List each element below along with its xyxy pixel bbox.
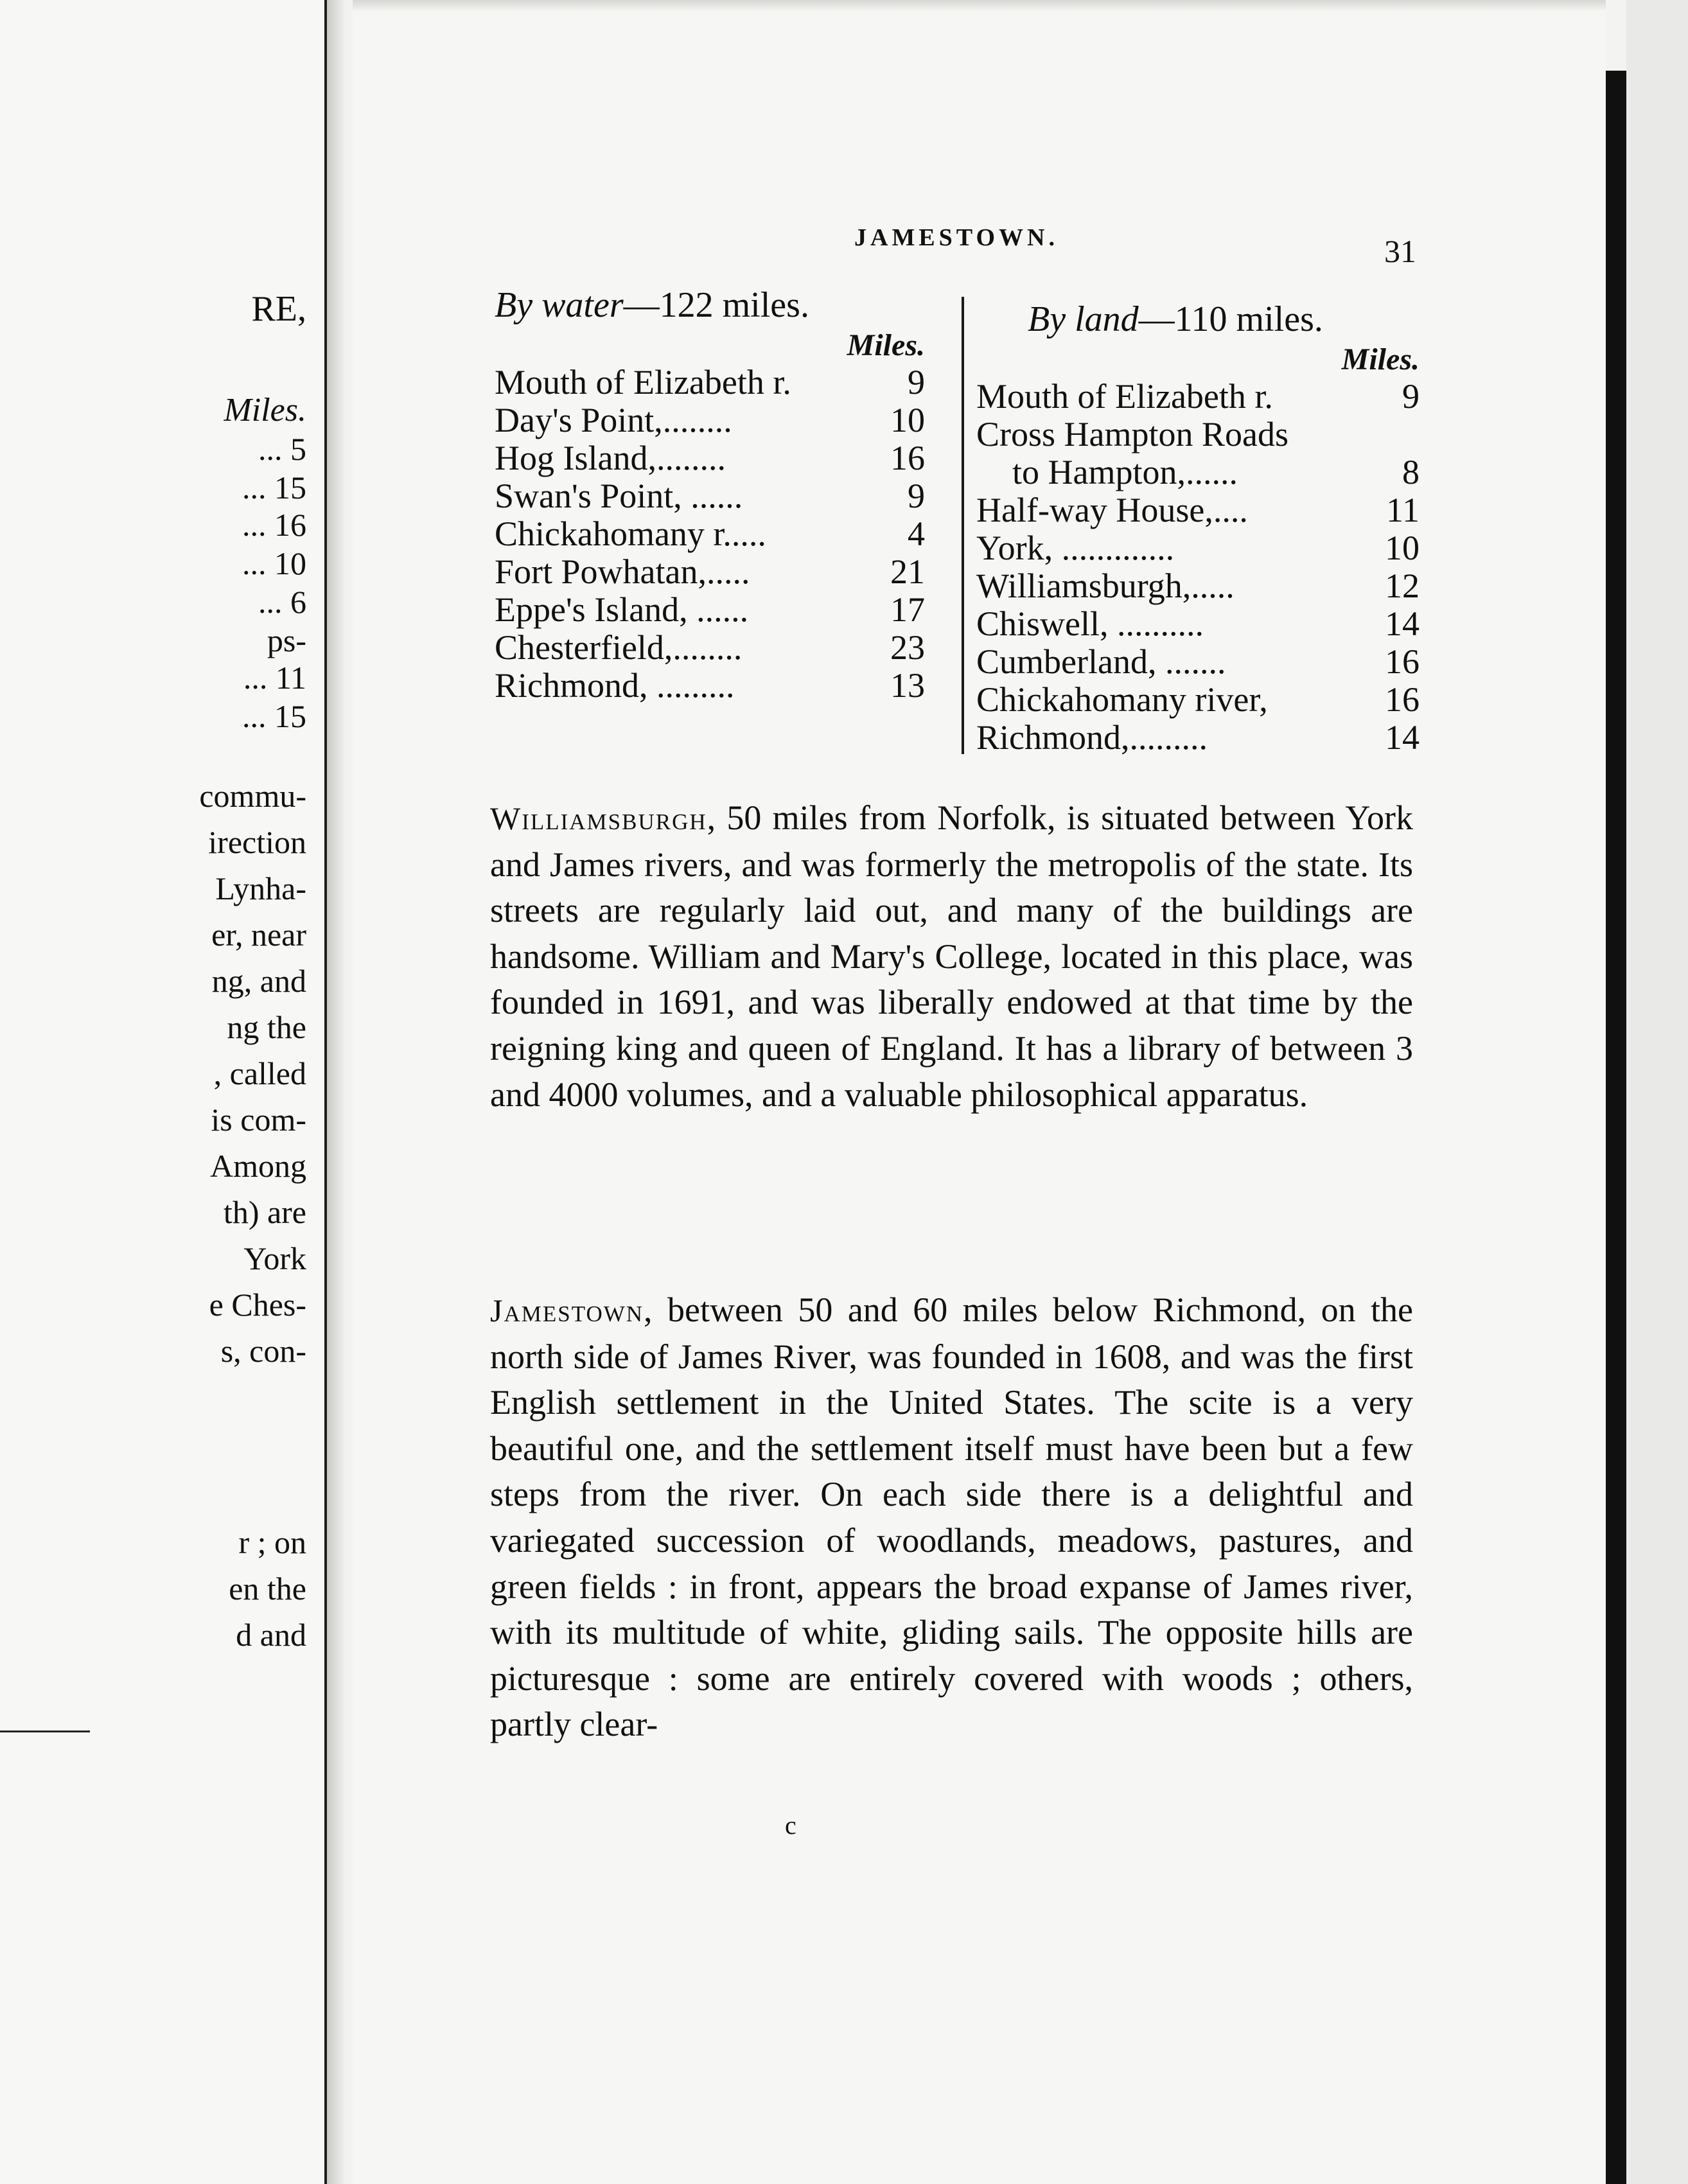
route-distance: 21 xyxy=(890,552,925,591)
left-page-line: en the xyxy=(229,1571,306,1607)
left-page-line: ng the xyxy=(227,1009,306,1045)
land-route-title xyxy=(976,297,1420,342)
land-route-row xyxy=(976,491,1420,529)
route-place: York, ............. xyxy=(976,529,1175,567)
jamestown-text: , between 50 and 60 miles below Richmond, on the north side of James River, was founded in 1608, and was the first English settlement in the United States. The scite is a very beautiful one, and the settlement itself must have been but a few steps from the river. On each side there is a delightful and variegated succession of woodlands, meadows, pastures, and green fields : in front, appears the broad expanse of James river, with its multitude of white, gliding sails. The opposite hills are picturesque : some are entirely covered with woods ; others, partly clear- xyxy=(490,1290,1413,1744)
route-distance: 11 xyxy=(1386,491,1420,529)
land-route-title-italic: By land xyxy=(1028,299,1139,339)
route-distance: 9 xyxy=(1402,377,1420,416)
route-distance: 10 xyxy=(1385,529,1420,567)
route-place: Williamsburgh,..... xyxy=(976,567,1235,605)
left-page-line: commu- xyxy=(199,778,306,814)
water-route-row xyxy=(495,667,925,705)
left-page-line: ... 16 xyxy=(242,507,306,543)
scan-background xyxy=(1626,0,1688,2184)
page-number: 31 xyxy=(1384,233,1416,269)
route-distance: 9 xyxy=(908,363,925,401)
left-page-line: Lynha- xyxy=(215,870,306,906)
left-page-line: ng, and xyxy=(211,963,306,999)
williamsburgh-lead: Williamsburgh xyxy=(490,800,707,836)
left-page-line: r ; on xyxy=(238,1524,306,1560)
left-page-line: is com- xyxy=(211,1102,306,1138)
route-place: Half-way House,.... xyxy=(976,491,1248,529)
book-gutter xyxy=(327,0,353,2184)
water-route-table xyxy=(495,283,925,705)
route-distance: 10 xyxy=(890,401,925,439)
land-route-row xyxy=(976,567,1420,605)
route-place: Fort Powhatan,..... xyxy=(495,552,750,591)
route-place: Chiswell, .......... xyxy=(976,604,1204,643)
left-page-line: Among xyxy=(210,1148,306,1184)
left-page-line: York xyxy=(243,1240,306,1276)
route-distance: 12 xyxy=(1385,567,1420,605)
land-route-row xyxy=(976,643,1420,681)
page-top-edge xyxy=(353,0,1606,12)
route-distance: 14 xyxy=(1385,604,1420,643)
left-page-line: ... 10 xyxy=(242,545,306,581)
water-route-row xyxy=(495,515,925,553)
route-distance: 9 xyxy=(908,477,925,515)
land-route-row xyxy=(976,416,1420,454)
left-page-line: s, con- xyxy=(220,1333,306,1369)
water-route-row xyxy=(495,477,925,515)
left-page-line: ... 11 xyxy=(243,660,306,696)
route-place: Mouth of Elizabeth r. xyxy=(495,363,791,401)
route-distance: 16 xyxy=(1385,680,1420,719)
left-page-line: RE, xyxy=(251,289,306,329)
route-place: Chesterfield,........ xyxy=(495,628,743,667)
land-route-row xyxy=(976,529,1420,567)
left-page-line: e Ches- xyxy=(209,1287,306,1323)
route-place: Cross Hampton Roads xyxy=(976,415,1288,454)
water-route-rows xyxy=(495,364,925,705)
left-page-line: d and xyxy=(236,1617,306,1653)
route-distance: 14 xyxy=(1385,718,1420,757)
land-route-title-rest: —110 miles. xyxy=(1138,299,1323,339)
route-place: Richmond,......... xyxy=(976,718,1208,757)
water-route-row xyxy=(495,553,925,591)
water-miles-header: Miles. xyxy=(847,328,925,362)
left-page-line: Miles. xyxy=(224,392,306,428)
route-distance: 16 xyxy=(890,439,925,477)
route-distance: 16 xyxy=(1385,642,1420,681)
route-place: Cumberland, ....... xyxy=(976,642,1226,681)
water-route-row xyxy=(495,401,925,439)
left-page-line: irection xyxy=(208,824,306,860)
left-page-line: , called xyxy=(213,1055,306,1091)
williamsburgh-text: , 50 miles from Norfolk, is situated between York and James rivers, and was formerly the metropolis of the state. Its streets are regularly laid out, and many of the buildings are handsome. William and Mary's College, located in this place, was founded in 1691, and was liberally endowed at that time by the reigning king and queen of England. It has a library of between 3 and 4000 volumes, and a valuable philosophical apparatus. xyxy=(490,798,1413,1114)
land-route-row xyxy=(976,681,1420,719)
water-route-row xyxy=(495,629,925,667)
left-page-line: ... 15 xyxy=(242,698,306,734)
left-page-fragment xyxy=(0,0,327,2184)
land-route-row xyxy=(976,605,1420,643)
land-miles-header: Miles. xyxy=(1341,342,1420,376)
jamestown-paragraph xyxy=(490,1287,1413,1748)
route-place: Hog Island,........ xyxy=(495,439,726,477)
jamestown-lead: Jamestown xyxy=(490,1292,644,1328)
land-route-row xyxy=(976,719,1420,757)
left-page-line: ... 5 xyxy=(258,431,306,467)
water-route-title-rest: —122 miles. xyxy=(623,285,809,325)
water-route-row xyxy=(495,591,925,629)
left-page-line: ps- xyxy=(267,622,306,658)
left-page-line: ... 15 xyxy=(242,470,306,506)
left-page-line: er, near xyxy=(211,917,306,953)
land-route-table xyxy=(976,297,1420,757)
left-page-line: ... 6 xyxy=(258,584,306,620)
route-distance: 23 xyxy=(890,628,925,667)
running-head: JAMESTOWN. xyxy=(854,224,1059,251)
water-route-title xyxy=(495,283,925,328)
route-place: Chickahomany river, xyxy=(976,680,1268,719)
route-place: Day's Point,........ xyxy=(495,401,732,439)
route-place: Chickahomany r..... xyxy=(495,515,766,553)
williamsburgh-paragraph xyxy=(490,795,1413,1118)
land-route-row xyxy=(976,454,1420,491)
land-route-row xyxy=(976,378,1420,416)
route-distance: 4 xyxy=(908,515,925,553)
route-distance: 8 xyxy=(1402,453,1420,491)
left-page-rule xyxy=(0,1730,90,1732)
land-route-rows xyxy=(976,378,1420,757)
water-route-title-italic: By water xyxy=(495,285,624,325)
column-divider xyxy=(962,297,964,754)
water-route-row xyxy=(495,439,925,477)
left-page-line: th) are xyxy=(223,1194,306,1230)
route-place: to Hampton,...... xyxy=(1012,453,1238,491)
route-place: Swan's Point, ...... xyxy=(495,477,743,515)
route-place: Richmond, ......... xyxy=(495,666,735,705)
route-distance: 13 xyxy=(890,666,925,705)
route-place: Eppe's Island, ...... xyxy=(495,590,749,629)
water-route-row xyxy=(495,364,925,401)
route-place: Mouth of Elizabeth r. xyxy=(976,377,1273,416)
signature-mark: c xyxy=(785,1811,796,1840)
book-cover-edge xyxy=(1606,71,1626,2184)
route-distance: 17 xyxy=(890,590,925,629)
